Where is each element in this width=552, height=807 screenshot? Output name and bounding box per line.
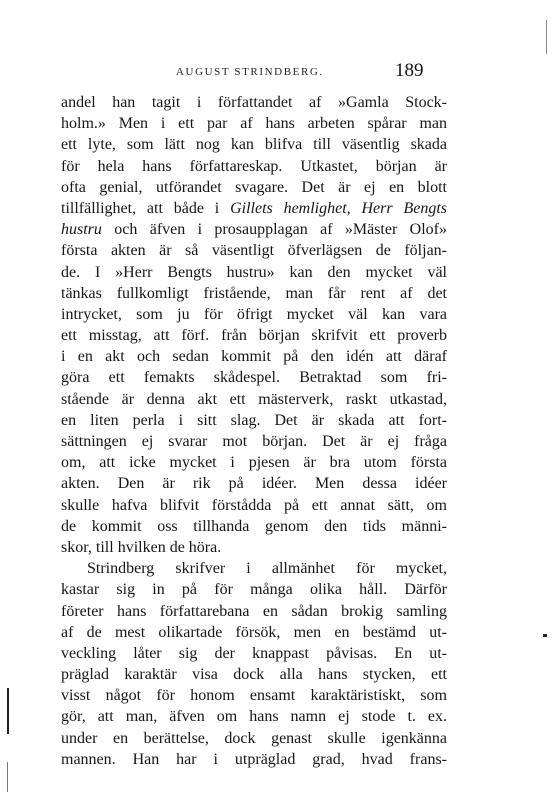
text-line <box>61 622 447 643</box>
text-segment: Strindberg skrifver i allmänhet för mycket, <box>87 560 447 578</box>
text-segment: mannen. Han har i utpräglad grad, hvad frans- <box>61 750 447 768</box>
running-title: AUGUST STRINDBERG. <box>176 66 324 78</box>
text-segment: sättningen ej svarar mot början. Det är ej fråga <box>61 433 447 450</box>
text-line <box>61 431 447 452</box>
text-line <box>61 134 447 155</box>
text-segment: ofta genial, utförandet svagare. Det är ej en blott <box>61 178 447 196</box>
text-segment: företer hans författarebana en sådan brokig samling <box>61 602 447 620</box>
italic-text: Gillets hemlighet, Herr Bengts <box>230 199 447 217</box>
text-segment: veckling låter sig der knappast påvisas. En ut- <box>61 644 447 662</box>
text-segment: af de mest olikartade försök, men en bestämd ut- <box>61 623 447 641</box>
text-line <box>61 685 447 706</box>
text-line <box>61 367 447 388</box>
margin-mark-left-lower <box>7 762 8 792</box>
text-line <box>61 283 447 304</box>
text-line <box>61 113 447 134</box>
text-segment: tillfällighet, att både i <box>61 199 231 217</box>
text-line <box>61 410 447 431</box>
margin-mark-right-dot <box>543 634 547 637</box>
text-line <box>61 240 447 261</box>
text-line <box>61 389 447 410</box>
text-segment: präglad karaktär visa dock alla hans stycken, ett <box>61 666 447 684</box>
text-line <box>61 558 447 579</box>
text-segment: andel han tagit i författandet af »Gamla Stock- <box>61 94 447 111</box>
text-segment: en liten perla i sitt slag. Det är skada att fort- <box>61 411 447 429</box>
text-line <box>61 473 447 494</box>
text-segment: kastar sig in på för många olika håll. Därför <box>61 581 447 599</box>
text-line <box>61 325 447 346</box>
text-segment: holm.» Men i ett par af hans arbeten spårar man <box>61 115 447 133</box>
text-segment: de. I »Herr Bengts hustru» kan den mycket väl <box>61 263 447 281</box>
text-segment: intrycket, som ju för öfrigt mycket väl kan vara <box>61 305 447 323</box>
text-segment: skor, till hvilken de höra. <box>61 538 222 556</box>
running-head <box>176 60 426 82</box>
text-line <box>61 156 447 177</box>
text-segment: första akten är så väsentligt öfverlägsen de följan- <box>61 242 447 260</box>
text-segment: göra ett femakts skådespel. Betraktad som fri- <box>61 369 447 387</box>
text-segment: stående är denna akt ett mästerverk, raskt utkastad, <box>61 390 447 408</box>
text-line <box>61 452 447 473</box>
text-line <box>61 706 447 727</box>
text-line <box>61 516 447 537</box>
text-segment: för hela hans författareskap. Utkastet, början är <box>61 157 447 175</box>
text-segment: under en berättelse, dock genast skulle igenkänna <box>61 729 447 747</box>
text-line <box>61 643 447 664</box>
text-line <box>61 749 447 770</box>
text-line <box>61 664 447 685</box>
text-segment: skulle hafva blifvit förstådda på ett annat sätt, om <box>61 496 447 514</box>
text-line <box>61 262 447 283</box>
text-segment: gör, att man, äfven om hans namn ej stode t. ex. <box>61 708 447 726</box>
text-segment: om, att icke mycket i pjesen är bra utom första <box>61 454 447 472</box>
page-number: 189 <box>395 60 424 81</box>
text-line <box>61 219 447 240</box>
margin-mark-left <box>7 688 9 734</box>
text-segment: ett lyte, som lätt nog kan blifva till väsentlig skada <box>61 136 447 154</box>
text-line <box>61 304 447 325</box>
margin-mark-right-top <box>546 20 547 54</box>
body-text <box>61 92 447 770</box>
text-segment: visst något för honom ensamt karaktäristiskt, som <box>61 687 447 705</box>
text-line <box>61 198 447 219</box>
text-segment: akten. Den är rik på idéer. Men dessa idéer <box>61 475 447 493</box>
text-segment: tänkas fullkomligt fristående, man får rent af det <box>61 284 447 302</box>
text-line <box>61 579 447 600</box>
text-line <box>61 601 447 622</box>
italic-text: hustru <box>61 221 102 239</box>
text-segment: de kommit oss tillhanda genom den tids männi- <box>61 517 447 535</box>
text-line <box>61 495 447 516</box>
text-line <box>61 177 447 198</box>
text-line <box>61 92 447 113</box>
text-segment: och äfven i prosaupplagan af »Mäster Olof» <box>101 221 447 239</box>
text-line <box>61 537 447 558</box>
text-line <box>61 346 447 367</box>
text-line <box>61 728 447 749</box>
text-segment: ett misstag, att förf. från början skrifvit ett proverb <box>61 327 447 345</box>
text-segment: i en akt och sedan kommit på den idén att däraf <box>61 348 447 366</box>
